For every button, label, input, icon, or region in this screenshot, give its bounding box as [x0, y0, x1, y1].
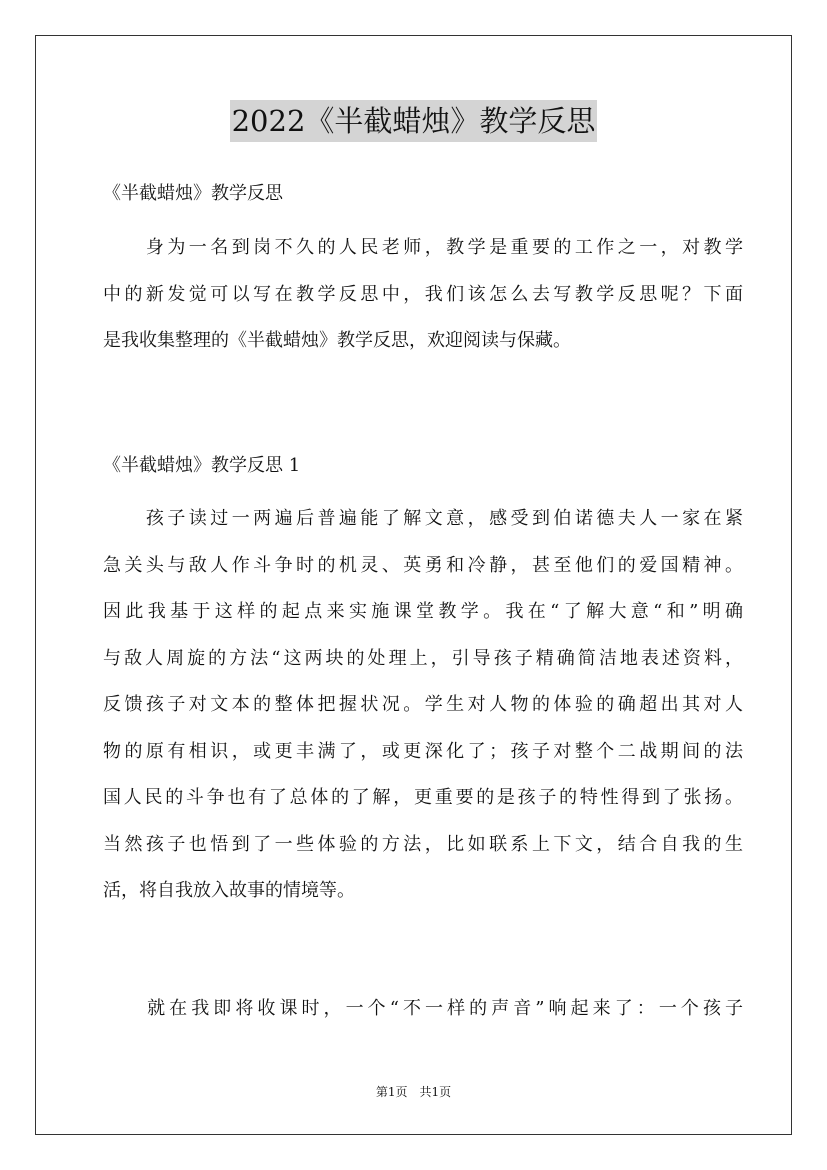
section-line: 当然孩子也悟到了一些体验的方法，比如联系上下文，结合自我的生 — [103, 833, 743, 855]
document-subtitle: 《半截蜡烛》教学反思 — [103, 183, 283, 204]
section-line: 反馈孩子对文本的整体把握状况。学生对人物的体验的确超出其对人 — [103, 694, 743, 715]
document-title: 2022《半截蜡烛》教学反思 — [230, 100, 598, 142]
section-line: 活，将自我放入故事的情境等。 — [103, 880, 355, 901]
page-footer: 第1页 共1页 — [375, 1085, 452, 1099]
section-line: 孩子读过一两遍后普遍能了解文意，感受到伯诺德夫人一家在紧 — [103, 508, 743, 529]
section-line: 国人民的斗争也有了总体的了解，更重要的是孩子的特性得到了张扬。 — [103, 787, 743, 808]
section-heading: 《半截蜡烛》教学反思 1 — [103, 455, 301, 476]
title-wrap — [0, 100, 827, 142]
section-line: 因此我基于这样的起点来实施课堂教学。我在“了解大意“和”明确 — [103, 601, 743, 622]
continuation-paragraph — [103, 986, 743, 1033]
section-paragraph — [103, 496, 743, 915]
intro-line: 是我收集整理的《半截蜡烛》教学反思，欢迎阅读与保藏。 — [103, 330, 571, 351]
intro-paragraph — [103, 225, 743, 365]
section-line: 与敌人周旋的方法“这两块的处理上，引导孩子精确简洁地表述资料， — [103, 647, 743, 669]
section-line: 物的原有相识，或更丰满了，或更深化了；孩子对整个二战期间的法 — [103, 740, 743, 762]
section-line: 急关头与敌人作斗争时的机灵、英勇和冷静，甚至他们的爱国精神。 — [103, 554, 743, 576]
intro-line: 身为一名到岗不久的人民老师，教学是重要的工作之一，对教学 — [103, 237, 743, 258]
intro-line: 中的新发觉可以写在教学反思中，我们该怎么去写教学反思呢？下面 — [103, 283, 743, 305]
continuation-line: 就在我即将收课时，一个“不一样的声音”响起来了：一个孩子 — [103, 998, 743, 1019]
